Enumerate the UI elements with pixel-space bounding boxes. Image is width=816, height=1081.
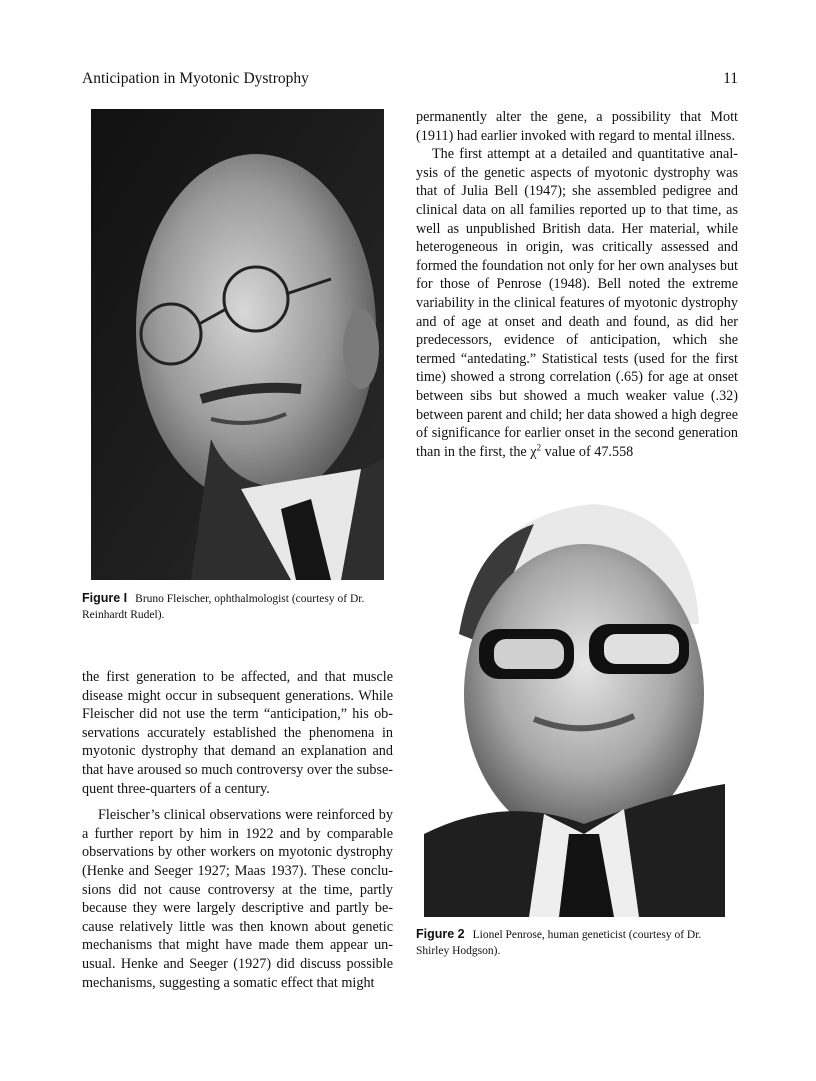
figure-1-label: Figure I bbox=[82, 591, 128, 605]
figure-1-photo bbox=[91, 109, 384, 580]
paragraph-text-end: value of 47.558 bbox=[541, 443, 634, 460]
paragraph: the first generation to be affected, and that muscle disease might occur in subsequent generations. While Fleischer did not use the term “anticipation,” his observations accurately established the phenomena in myotonic dystrophy that demand an explanation and that have aroused so much controversy over the subsequent three-quarters of a century. bbox=[82, 669, 393, 797]
running-title: Anticipation in Myotonic Dystrophy bbox=[82, 70, 309, 87]
paragraph: Fleischer’s clinical observations were reinforced by a further report by him in 1922 and by comparable observations by other workers on myotonic dystrophy (Henke and Seeger 1927; Maas 1937). These conclusions did not cause controversy at the time, partly because they were largely descriptive and partly because relatively little was then known about genetic mechanisms that might have made them appear unusual. Henke and Seeger (1927) did discuss possible mechanisms, suggesting a somatic effect that might bbox=[82, 807, 393, 991]
figure-2-label: Figure 2 bbox=[416, 927, 465, 941]
figure-1-caption-text: Bruno Fleischer, ophthalmologist (courtesy of Dr. Reinhardt Rudel). bbox=[82, 593, 365, 621]
page-number: 11 bbox=[723, 70, 738, 87]
superscript: 2 bbox=[536, 441, 542, 452]
figure-2-photo bbox=[424, 504, 725, 917]
left-column bbox=[82, 668, 393, 992]
paragraph-text: The first attempt at a detailed and quantitative analysis of the genetic aspects of myotonic dystrophy was that of Julia Bell (1947); she assembled pedigree and clinical data on all families reported up to that time, as well as unpublished British data. Her material, while heterogeneous in origin, was critically assessed and formed the foundation not only for her own analyses but for those of Penrose (1948). Bell noted the extreme variability in the clinical features of myotonic dystrophy and of age at onset and death and found, as did her predecessors, evidence of anticipation, which she termed “antedating.” Statistical tests (used for the first time) showed a strong correlation (.65) for age at onset between sibs but showed a much weaker value (.32) between parent and child; her data showed a high degree of significance for earlier onset in the second generation than in the first, the χ bbox=[416, 146, 738, 460]
figure-2-caption-text: Lionel Penrose, human geneticist (courtesy of Dr. Shirley Hodgson). bbox=[416, 929, 702, 957]
right-column bbox=[416, 108, 738, 461]
paragraph bbox=[416, 145, 738, 461]
figure-1-caption bbox=[82, 590, 392, 623]
figure-2-caption bbox=[416, 926, 736, 959]
running-header bbox=[82, 70, 738, 92]
paragraph: permanently alter the gene, a possibility that Mott (1911) had earlier invoked with regard to mental illness. bbox=[416, 109, 738, 144]
